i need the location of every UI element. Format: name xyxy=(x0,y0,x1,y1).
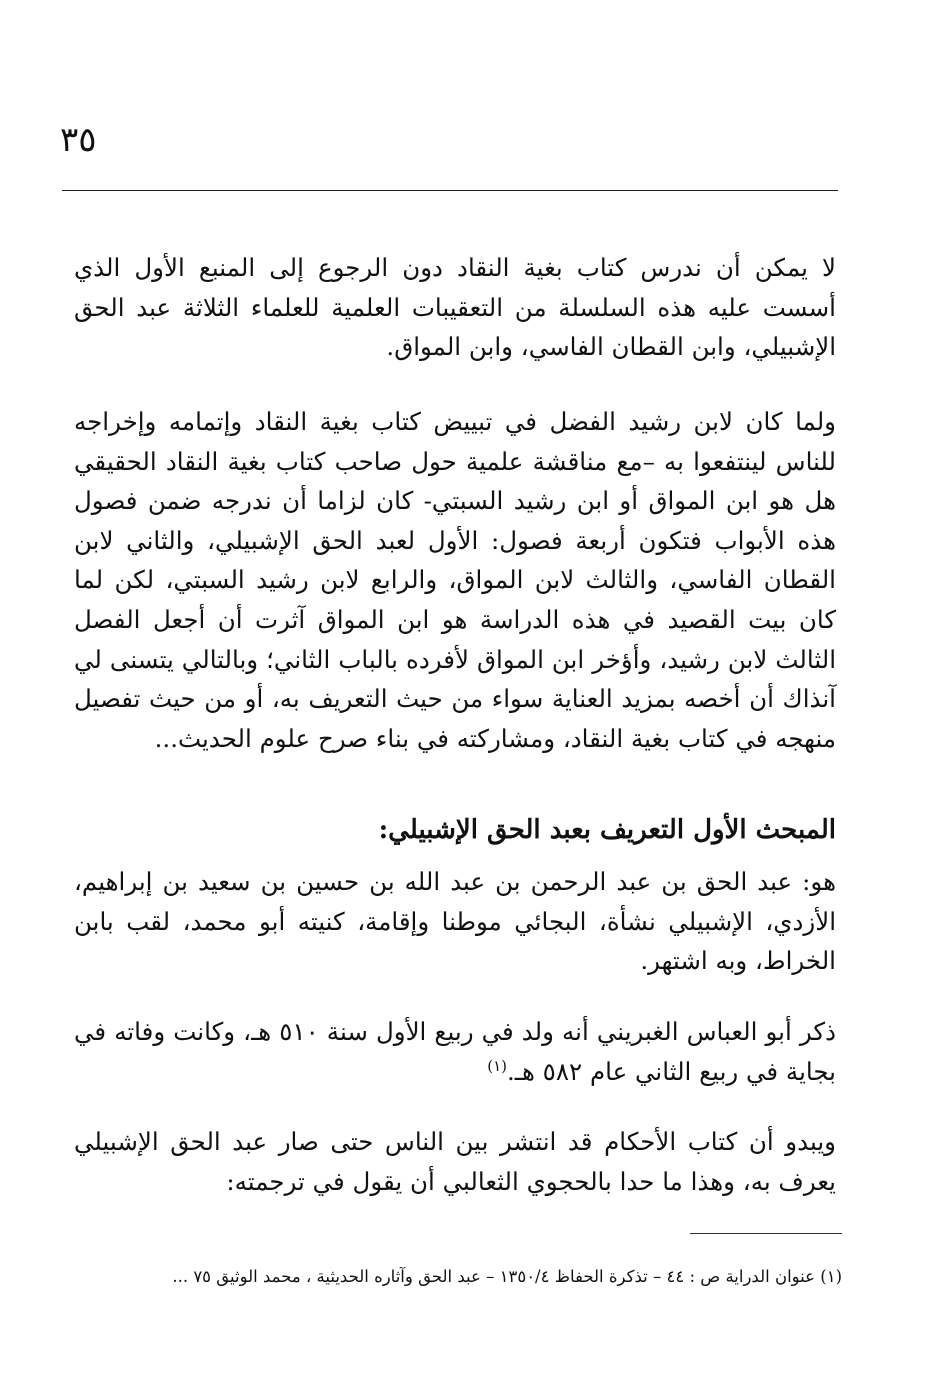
section-heading: المبحث الأول التعريف بعبد الحق الإشبيلي: xyxy=(378,815,836,845)
footnote-reference: (١) xyxy=(487,1056,507,1075)
footnote-divider xyxy=(690,1233,842,1234)
paragraph-birth-death xyxy=(74,1012,836,1091)
footnote: (١) عنوان الدراية ص : ٤٤ – تذكرة الحفاظ ١٣٥٠/٤ – عبد الحق وآثاره الحديثية ، محمد الوثيق ٧٥ ... xyxy=(172,1267,842,1286)
birth-death-text: ذكر أبو العباس الغبريني أنه ولد في ربيع الأول سنة ٥١٠ هـ، وكانت وفاته في بجاية في ربيع الثاني عام ٥٨٢ هـ. xyxy=(74,1017,836,1086)
paragraph-biography: هو: عبد الحق بن عبد الرحمن بن عبد الله بن حسين بن سعيد بن إبراهيم، الأزدي، الإشبيلي نشأة، البجائي موطنا وإقامة، كنيته أبو محمد، لقب بابن الخراط، وبه اشتهر. xyxy=(74,867,836,976)
page-number: ٣٥ xyxy=(60,120,97,160)
header-divider xyxy=(62,190,838,191)
paragraph-ahkam: ويبدو أن كتاب الأحكام قد انتشر بين الناس حتى صار عبد الحق الإشبيلي يعرف به، وهذا ما حدا بالحجوي الثعالبي أن يقول في ترجمته: xyxy=(74,1127,836,1196)
paragraph-chapters: ولما كان لابن رشيد الفضل في تبييض كتاب بغية النقاد وإتمامه وإخراجه للناس لينتفعوا به –مع مناقشة علمية حول صاحب كتاب بغية النقاد الحقيقي هل هو ابن المواق أو ابن رشيد السبتي- كان لزاما أن ندرجه ضمن فصول هذه الأبواب فتكون أربعة فصول: الأول لعبد الحق الإشبيلي، والثاني لابن القطان الفاسي، والثالث لابن المواق، والرابع لابن رشيد السبتي، لكن لما كان بيت القصيد في هذه الدراسة هو ابن المواق آثرت أن أجعل الفصل الثالث لابن رشيد، وأؤخر ابن المواق لأفرده بالباب الثاني؛ وبالتالي يتسنى لي آنذاك أن أخصه بمزيد العناية سواء من حيث التعريف به، أو من حيث تفصيل منهجه في كتاب بغية النقاد، ومشاركته في بناء صرح علوم الحديث... xyxy=(74,407,836,753)
paragraph-intro: لا يمكن أن ندرس كتاب بغية النقاد دون الرجوع إلى المنبع الأول الذي أسست عليه هذه السلسلة من التعقيبات العلمية للعلماء الثلاثة عبد الحق الإشبيلي، وابن القطان الفاسي، وابن المواق. xyxy=(74,253,836,362)
